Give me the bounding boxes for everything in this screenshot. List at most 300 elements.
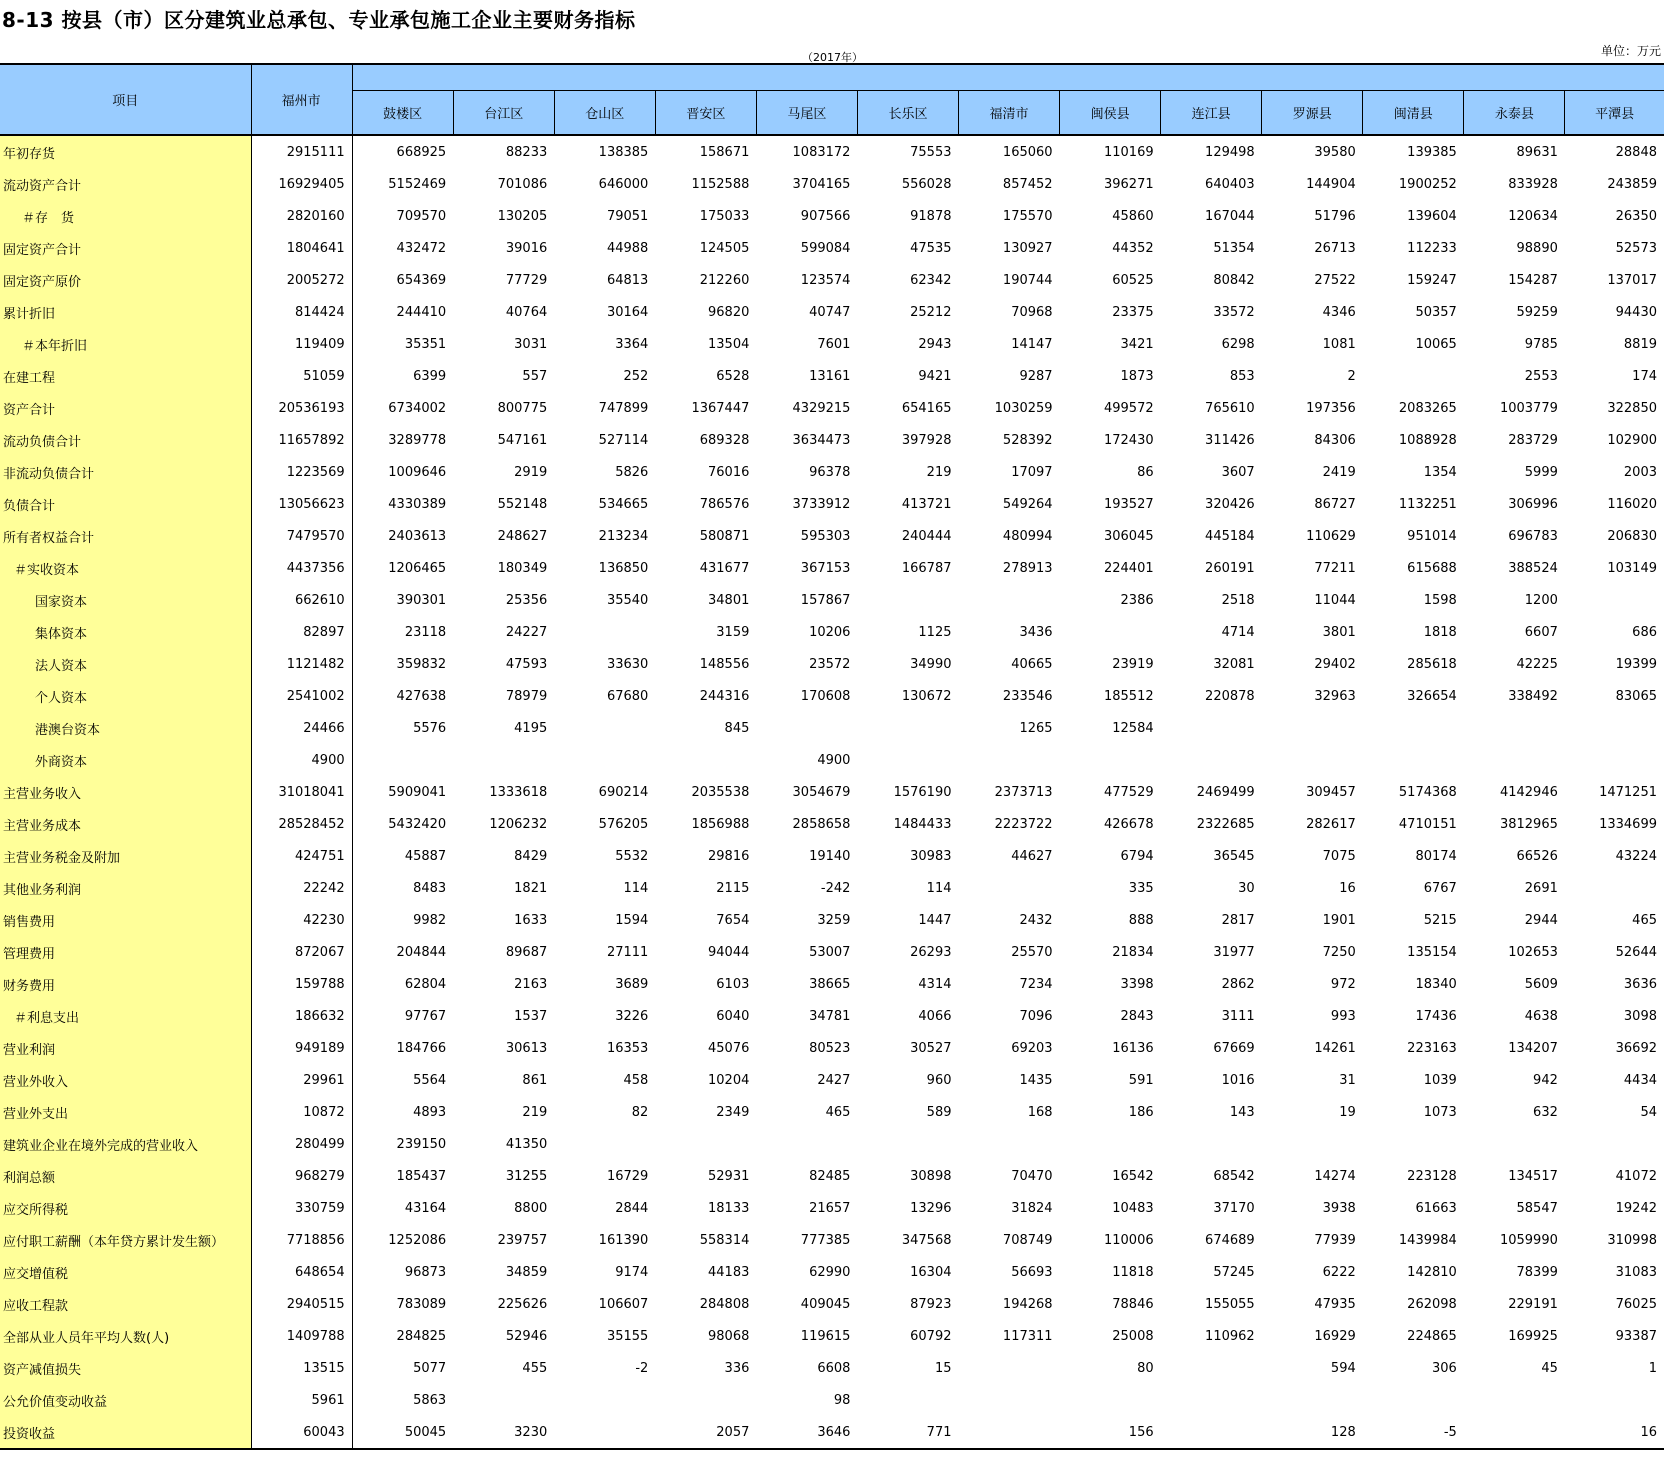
table-cell: 86727	[1314, 496, 1356, 512]
table-cell	[655, 744, 756, 776]
table-cell: 3938	[1322, 1200, 1356, 1216]
table-cell: 5909041	[388, 784, 447, 800]
table-cell: 8429	[514, 848, 548, 864]
cell-city-total: 28528452	[251, 808, 352, 840]
table-cell: 12584	[1112, 720, 1154, 736]
table-cell: 284825	[396, 1328, 447, 1344]
table-cell	[959, 1384, 1060, 1416]
table-cell: 35540	[606, 592, 649, 608]
table-cell: 580871	[699, 528, 750, 544]
table-cell: 47593	[505, 656, 548, 672]
table-row	[0, 424, 1664, 456]
table-cell: 306	[1431, 1360, 1457, 1376]
table-cell: 413721	[901, 496, 952, 512]
table-cell: 17097	[1011, 464, 1053, 480]
table-cell: 3230	[453, 1416, 554, 1449]
table-cell: 77729	[505, 272, 548, 288]
table-cell: 32963	[1314, 688, 1356, 704]
table-cell: 31083	[1615, 1264, 1657, 1280]
table-cell: 1252086	[388, 1232, 447, 1248]
row-label: 公允价值变动收益	[0, 1384, 251, 1416]
table-cell: 3259	[817, 912, 851, 928]
table-cell: 1088928	[1398, 432, 1457, 448]
table-cell: 4434	[1623, 1072, 1657, 1088]
table-cell: 2862	[1221, 976, 1255, 992]
table-cell: 6734002	[388, 400, 447, 416]
table-row	[0, 1384, 1664, 1416]
table-cell: 41350	[505, 1136, 548, 1152]
table-cell: 204844	[396, 944, 447, 960]
table-cell: 52644	[1615, 944, 1657, 960]
table-cell: 5999	[1524, 464, 1558, 480]
cell-city-total: 60043	[251, 1416, 352, 1449]
table-cell: 595303	[800, 528, 851, 544]
table-cell: 3704165	[792, 176, 851, 192]
table-cell: 3646	[756, 1416, 857, 1449]
table-cell: 2691	[1524, 880, 1558, 896]
table-cell	[1161, 1384, 1262, 1416]
table-cell: 44627	[1011, 848, 1053, 864]
table-cell: 52931	[708, 1168, 750, 1184]
table-cell	[1363, 712, 1464, 744]
table-cell: 34781	[809, 1008, 851, 1024]
row-label: ＃存 货	[0, 200, 251, 232]
table-cell: 180349	[497, 560, 548, 576]
table-cell	[453, 744, 554, 776]
table-cell: 765610	[1205, 400, 1255, 416]
table-cell: 70470	[1011, 1168, 1053, 1184]
table-cell: 60792	[910, 1328, 952, 1344]
row-label: 其他业务利润	[0, 872, 251, 904]
table-cell: 155055	[1205, 1296, 1255, 1312]
row-label: 销售费用	[0, 904, 251, 936]
cell-city-total: 7718856	[251, 1224, 352, 1256]
table-cell: 14147	[1011, 336, 1053, 352]
table-cell: 33630	[606, 656, 649, 672]
table-cell: 1059990	[1499, 1232, 1558, 1248]
table-cell: 3111	[1221, 1008, 1255, 1024]
table-cell: 2373713	[994, 784, 1053, 800]
table-cell	[1464, 744, 1565, 776]
table-cell: 2858658	[792, 816, 851, 832]
cell-city-total: 11657892	[251, 424, 352, 456]
table-cell: 224401	[1103, 560, 1154, 576]
table-cell: 19399	[1615, 656, 1657, 672]
table-cell: 646000	[598, 176, 649, 192]
table-cell	[453, 1384, 554, 1416]
table-cell: 7654	[716, 912, 750, 928]
table-cell: 103149	[1607, 560, 1657, 576]
table-cell: 45	[1541, 1360, 1558, 1376]
cell-city-total: 1223569	[251, 456, 352, 488]
table-cell: 2349	[716, 1104, 750, 1120]
table-cell: 47935	[1314, 1296, 1356, 1312]
table-cell: 2322685	[1196, 816, 1255, 832]
table-cell: 2163	[514, 976, 548, 992]
row-label: 应交增值税	[0, 1256, 251, 1288]
table-cell	[1565, 1128, 1664, 1160]
table-cell: 2427	[817, 1072, 851, 1088]
table-cell: 26713	[1314, 240, 1356, 256]
table-cell: 1367447	[691, 400, 750, 416]
row-label: 所有者权益合计	[0, 520, 251, 552]
table-cell	[1464, 712, 1565, 744]
table-cell: 129498	[1205, 144, 1255, 160]
table-cell: 197356	[1306, 400, 1356, 416]
row-label: 固定资产合计	[0, 232, 251, 264]
table-cell: 67669	[1213, 1040, 1255, 1056]
table-cell: 14274	[1314, 1168, 1356, 1184]
table-cell: 225626	[497, 1296, 548, 1312]
table-cell	[1060, 1128, 1161, 1160]
table-cell: 51796	[1314, 208, 1356, 224]
table-cell: 27522	[1314, 272, 1356, 288]
table-cell: 367153	[800, 560, 851, 576]
table-row	[0, 1000, 1664, 1032]
table-cell: 284808	[699, 1296, 750, 1312]
table-cell: 23572	[809, 656, 851, 672]
table-row	[0, 520, 1664, 552]
table-cell: 409045	[800, 1296, 851, 1312]
table-cell: 1030259	[994, 400, 1053, 416]
table-cell: 557	[522, 368, 548, 384]
row-label: 财务费用	[0, 968, 251, 1000]
table-cell: 591	[1128, 1072, 1154, 1088]
row-label: 流动资产合计	[0, 168, 251, 200]
table-cell: 80842	[1213, 272, 1255, 288]
row-label: 营业外收入	[0, 1064, 251, 1096]
table-cell: 396271	[1103, 176, 1154, 192]
table-cell: 233546	[1002, 688, 1053, 704]
row-label: 年初存货	[0, 135, 251, 168]
table-cell: 9174	[615, 1264, 649, 1280]
table-cell: 25570	[1011, 944, 1053, 960]
table-cell: 116020	[1607, 496, 1657, 512]
table-cell	[959, 1352, 1060, 1384]
table-cell: 98068	[708, 1328, 750, 1344]
table-cell: 13296	[910, 1200, 952, 1216]
table-cell: 16929	[1314, 1328, 1356, 1344]
table-cell	[1262, 1384, 1363, 1416]
table-cell: 50045	[352, 1416, 453, 1449]
cell-city-total: 424751	[251, 840, 352, 872]
table-cell: 1537	[514, 1008, 548, 1024]
table-cell: 120634	[1508, 208, 1558, 224]
table-cell: 223128	[1407, 1168, 1457, 1184]
cell-city-total: 42230	[251, 904, 352, 936]
row-label: 国家资本	[0, 584, 251, 616]
table-cell	[1464, 1416, 1565, 1449]
table-cell: 110169	[1103, 144, 1154, 160]
table-cell: 45887	[404, 848, 447, 864]
table-cell: 17436	[1415, 1008, 1457, 1024]
table-cell	[1565, 1384, 1664, 1416]
table-cell: 186	[1128, 1104, 1154, 1120]
table-cell: 91878	[910, 208, 952, 224]
table-cell: 2	[1347, 368, 1356, 384]
table-cell: 2083265	[1398, 400, 1457, 416]
table-cell: 278913	[1002, 560, 1053, 576]
table-cell: 128	[1262, 1416, 1363, 1449]
table-cell: 44988	[606, 240, 649, 256]
table-cell: 8819	[1623, 336, 1657, 352]
table-cell	[1161, 1416, 1262, 1449]
table-cell	[1565, 584, 1664, 616]
header-district: 鼓楼区	[352, 91, 453, 136]
table-cell: 57245	[1213, 1264, 1255, 1280]
table-cell: 137017	[1607, 272, 1657, 288]
cell-city-total: 2940515	[251, 1288, 352, 1320]
row-label: 法人资本	[0, 648, 251, 680]
table-cell	[1464, 1128, 1565, 1160]
table-cell: 4900	[817, 752, 851, 768]
header-district: 台江区	[453, 91, 554, 136]
unit-label: 单位：万元	[1600, 44, 1661, 58]
table-cell	[1161, 744, 1262, 776]
table-cell: 800775	[497, 400, 548, 416]
cell-city-total: 22242	[251, 872, 352, 904]
table-cell: 397928	[901, 432, 952, 448]
table-cell: 40665	[1011, 656, 1053, 672]
table-cell: 35155	[606, 1328, 649, 1344]
table-cell: 6040	[716, 1008, 750, 1024]
table-cell: 1435	[1019, 1072, 1053, 1088]
table-cell	[1262, 712, 1363, 744]
table-cell: 18340	[1415, 976, 1457, 992]
table-cell	[1060, 1384, 1161, 1416]
table-cell: 7234	[1019, 976, 1053, 992]
table-cell: 4314	[918, 976, 952, 992]
table-cell: 951014	[1407, 528, 1457, 544]
table-cell: 28848	[1615, 144, 1657, 160]
row-label: 应付职工薪酬（本年贷方累计发生额）	[0, 1224, 251, 1256]
table-cell: 223163	[1407, 1040, 1457, 1056]
table-cell: 5609	[1524, 976, 1558, 992]
table-row	[0, 200, 1664, 232]
table-cell: 21657	[809, 1200, 851, 1216]
table-cell: 82	[631, 1104, 649, 1120]
table-cell: 29402	[1314, 656, 1356, 672]
row-label: 外商资本	[0, 744, 251, 776]
financial-table	[0, 63, 1664, 1450]
table-cell: 144904	[1306, 176, 1356, 192]
table-cell: 3801	[1322, 624, 1356, 640]
table-cell: 3289778	[388, 432, 447, 448]
table-cell: 148556	[699, 656, 750, 672]
table-cell: 2817	[1221, 912, 1255, 928]
table-body	[0, 135, 1664, 1449]
row-label: 应收工程款	[0, 1288, 251, 1320]
table-cell: 480994	[1002, 528, 1053, 544]
table-cell: 79051	[606, 208, 649, 224]
table-cell: 52573	[1615, 240, 1657, 256]
table-cell: 336	[724, 1360, 750, 1376]
table-cell: 35351	[404, 336, 447, 352]
table-cell: 306045	[1103, 528, 1154, 544]
table-row	[0, 1256, 1664, 1288]
table-cell: 2469499	[1196, 784, 1255, 800]
header-district: 闽侯县	[1060, 91, 1161, 136]
table-cell: 552148	[497, 496, 548, 512]
table-cell: 632	[1533, 1104, 1558, 1120]
table-cell: 40764	[505, 304, 548, 320]
table-cell: 1484433	[893, 816, 952, 832]
table-header	[0, 64, 1664, 135]
cell-city-total: 29961	[251, 1064, 352, 1096]
table-cell: 159247	[1407, 272, 1457, 288]
table-cell: 2843	[1120, 1008, 1154, 1024]
table-cell: 7075	[1322, 848, 1356, 864]
cell-city-total: 51059	[251, 360, 352, 392]
table-cell: 76016	[708, 464, 750, 480]
table-cell: 229191	[1508, 1296, 1558, 1312]
table-cell: 43164	[404, 1200, 447, 1216]
table-cell: 77211	[1314, 560, 1356, 576]
table-cell: 6767	[1423, 880, 1457, 896]
table-cell: 431677	[699, 560, 750, 576]
table-cell: 972	[1330, 976, 1356, 992]
table-cell: 888	[1128, 912, 1154, 928]
table-cell: 23375	[1112, 304, 1154, 320]
table-cell: 30164	[606, 304, 649, 320]
table-cell: 248627	[497, 528, 548, 544]
table-cell: 311426	[1205, 432, 1255, 448]
table-cell: 534665	[598, 496, 649, 512]
table-cell	[554, 1128, 655, 1160]
cell-city-total: 82897	[251, 616, 352, 648]
row-label: ＃本年折旧	[0, 328, 251, 360]
table-cell: 75553	[910, 144, 952, 160]
table-cell: 5863	[413, 1392, 447, 1408]
table-cell: 7250	[1322, 944, 1356, 960]
cell-city-total: 186632	[251, 1000, 352, 1032]
table-cell: 576205	[598, 816, 649, 832]
table-cell: 654165	[901, 400, 952, 416]
table-cell: 599084	[800, 240, 851, 256]
header-district: 马尾区	[756, 91, 857, 136]
row-label: 主营业务税金及附加	[0, 840, 251, 872]
table-cell: 1081	[1322, 336, 1356, 352]
table-cell: 43224	[1615, 848, 1657, 864]
header-district: 福清市	[959, 91, 1060, 136]
table-cell: 142810	[1407, 1264, 1457, 1280]
table-cell: 4710151	[1398, 816, 1457, 832]
table-cell	[1464, 1384, 1565, 1416]
table-cell: 243859	[1607, 176, 1657, 192]
table-cell: 34990	[910, 656, 952, 672]
table-cell	[655, 1128, 756, 1160]
table-cell: 59259	[1516, 304, 1558, 320]
table-cell: 19242	[1615, 1200, 1657, 1216]
table-row	[0, 360, 1664, 392]
table-cell: 4330389	[388, 496, 447, 512]
table-cell: 499572	[1103, 400, 1154, 416]
table-row	[0, 1096, 1664, 1128]
table-cell: 2419	[1322, 464, 1356, 480]
cell-city-total: 648654	[251, 1256, 352, 1288]
table-cell: 61663	[1415, 1200, 1457, 1216]
table-cell: 686	[1632, 624, 1657, 640]
table-cell: 771	[857, 1416, 958, 1449]
table-cell: 654369	[396, 272, 447, 288]
row-label: 流动负债合计	[0, 424, 251, 456]
table-cell: 206830	[1607, 528, 1657, 544]
header-district: 闽清县	[1363, 91, 1464, 136]
cell-city-total: 119409	[251, 328, 352, 360]
cell-city-total: 1121482	[251, 648, 352, 680]
table-cell: 465	[1632, 912, 1657, 928]
table-cell: 47535	[910, 240, 952, 256]
table-cell: 10204	[708, 1072, 750, 1088]
table-cell: 309457	[1306, 784, 1356, 800]
table-cell	[959, 872, 1060, 904]
table-row	[0, 1160, 1664, 1192]
cell-city-total: 10872	[251, 1096, 352, 1128]
table-cell: 16304	[910, 1264, 952, 1280]
table-cell: 5174368	[1398, 784, 1457, 800]
table-cell: 2223722	[994, 816, 1053, 832]
table-cell: 50357	[1415, 304, 1457, 320]
table-cell: 185512	[1103, 688, 1154, 704]
table-cell: 114	[926, 880, 952, 896]
table-cell: 845	[724, 720, 750, 736]
table-cell: 1447	[918, 912, 952, 928]
table-cell: 32081	[1213, 656, 1255, 672]
table-cell: 5532	[615, 848, 649, 864]
header-spacer	[352, 64, 1664, 91]
table-cell: 1206465	[388, 560, 447, 576]
header-district: 罗源县	[1262, 91, 1363, 136]
table-cell: 1856988	[691, 816, 750, 832]
table-cell	[857, 584, 958, 616]
table-cell: 9785	[1524, 336, 1558, 352]
table-row	[0, 936, 1664, 968]
table-cell: 41072	[1615, 1168, 1657, 1184]
cell-city-total: 7479570	[251, 520, 352, 552]
table-cell: 556028	[901, 176, 952, 192]
table-cell: 62804	[404, 976, 447, 992]
table-row	[0, 744, 1664, 776]
table-cell: 4346	[1322, 304, 1356, 320]
table-cell: 25212	[910, 304, 952, 320]
table-cell: 136850	[598, 560, 649, 576]
table-cell: 857452	[1002, 176, 1053, 192]
table-row	[0, 1352, 1664, 1384]
table-cell: 16136	[1112, 1040, 1154, 1056]
table-cell: 1265	[1019, 720, 1053, 736]
table-cell: 166787	[901, 560, 952, 576]
table-cell: 3689	[615, 976, 649, 992]
table-cell: 3031	[514, 336, 548, 352]
table-cell: 16	[1339, 880, 1356, 896]
table-cell: 154287	[1508, 272, 1558, 288]
table-cell	[857, 1128, 958, 1160]
table-cell: 2035538	[691, 784, 750, 800]
table-cell	[1060, 616, 1161, 648]
row-label: 非流动负债合计	[0, 456, 251, 488]
table-cell: 190744	[1002, 272, 1053, 288]
table-cell: 70968	[1011, 304, 1053, 320]
table-cell: 310998	[1607, 1232, 1657, 1248]
table-cell: 124505	[699, 240, 750, 256]
table-cell: 1576190	[893, 784, 952, 800]
table-row	[0, 1128, 1664, 1160]
table-cell	[959, 584, 1060, 616]
table-cell: 58547	[1516, 1200, 1558, 1216]
table-cell: 9421	[918, 368, 952, 384]
table-cell: 240444	[901, 528, 952, 544]
table-cell: 5826	[615, 464, 649, 480]
